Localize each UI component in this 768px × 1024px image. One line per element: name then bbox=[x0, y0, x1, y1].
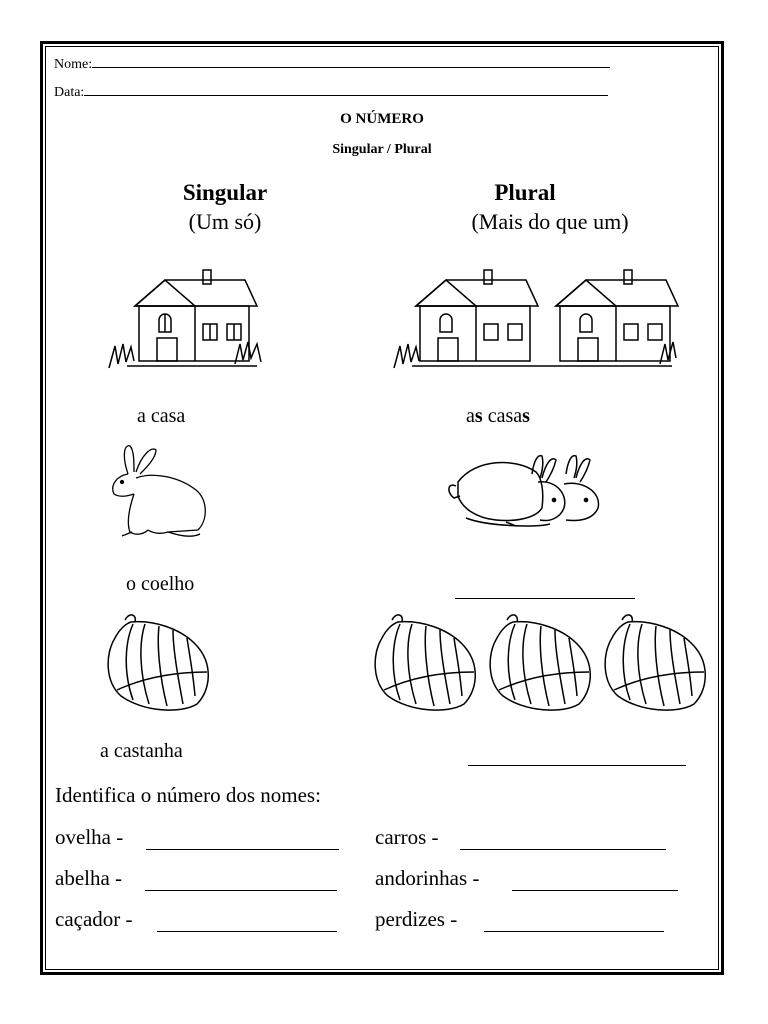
exercise-item-abelha: abelha - bbox=[55, 866, 123, 890]
date-field[interactable] bbox=[54, 83, 608, 101]
house-icon bbox=[107, 268, 267, 373]
two-houses-icon bbox=[392, 268, 682, 373]
answer-blank-perdizes[interactable] bbox=[484, 931, 664, 932]
answer-blank-cacador[interactable] bbox=[157, 931, 337, 932]
name-blank[interactable] bbox=[92, 55, 610, 68]
singular-heading: Singular bbox=[182, 180, 268, 205]
page-title: O NÚMERO bbox=[340, 111, 424, 127]
plural-label-casas: as casas bbox=[466, 405, 530, 427]
plural-answer-blank-2[interactable] bbox=[468, 765, 686, 766]
name-field[interactable] bbox=[54, 55, 610, 73]
singular-label-castanha: a castanha bbox=[100, 740, 183, 762]
date-label: Data: bbox=[54, 85, 85, 100]
exercise-item-perdizes: perdizes - bbox=[375, 907, 458, 931]
singular-label-casa: a casa bbox=[137, 405, 186, 427]
plural-subheading: (Mais do que um) bbox=[471, 209, 629, 234]
rabbit-icon bbox=[108, 442, 213, 542]
exercise-item-cacador: caçador - bbox=[55, 907, 133, 931]
singular-subheading: (Um só) bbox=[188, 209, 262, 234]
three-chestnuts-icon bbox=[370, 612, 710, 720]
date-blank[interactable] bbox=[84, 83, 608, 96]
two-rabbits-icon bbox=[446, 452, 611, 532]
exercise-item-andorinhas: andorinhas - bbox=[375, 866, 480, 890]
page-subtitle: Singular / Plural bbox=[332, 142, 432, 157]
answer-blank-ovelha[interactable] bbox=[146, 849, 339, 850]
answer-blank-carros[interactable] bbox=[460, 849, 666, 850]
name-label: Nome: bbox=[54, 57, 93, 72]
exercise-instruction: Identifica o número dos nomes: bbox=[55, 783, 321, 807]
chestnut-icon bbox=[103, 612, 215, 714]
answer-blank-andorinhas[interactable] bbox=[512, 890, 678, 891]
answer-blank-abelha[interactable] bbox=[145, 890, 337, 891]
exercise-item-carros: carros - bbox=[375, 825, 439, 849]
plural-heading: Plural bbox=[494, 180, 556, 205]
singular-label-coelho: o coelho bbox=[126, 573, 195, 595]
plural-answer-blank-1[interactable] bbox=[455, 598, 635, 599]
exercise-item-ovelha: ovelha - bbox=[55, 825, 124, 849]
